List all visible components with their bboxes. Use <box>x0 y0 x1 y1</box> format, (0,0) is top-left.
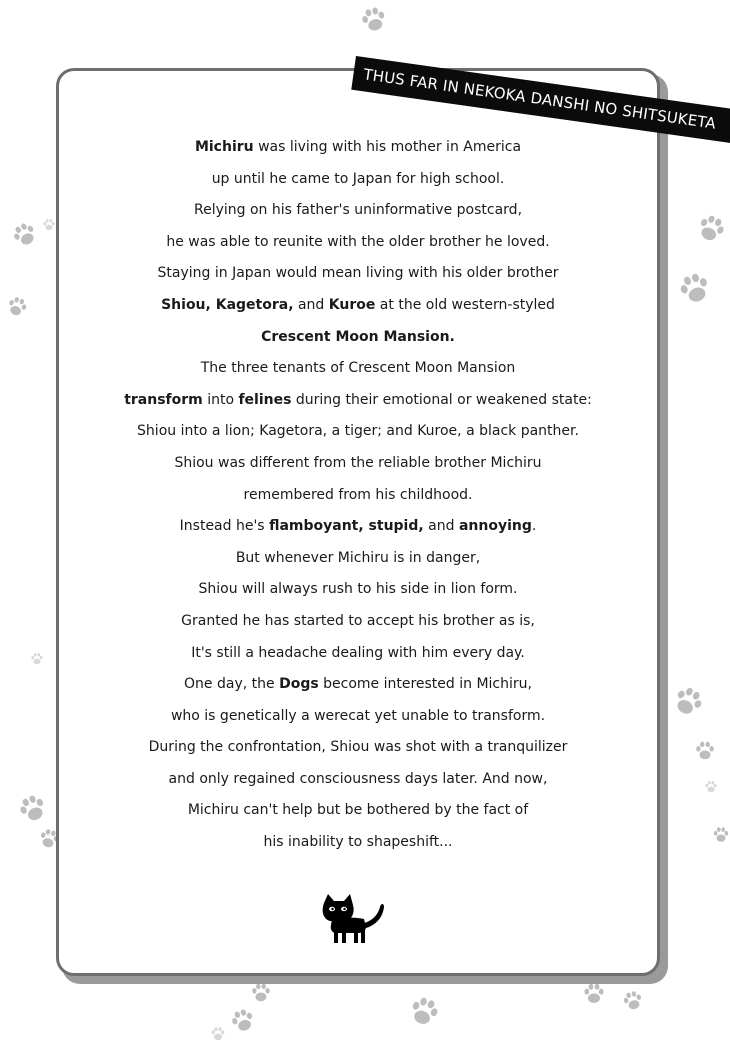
summary-text: Instead he's <box>179 518 270 535</box>
summary-text: and <box>423 518 459 535</box>
summary-line <box>56 258 660 290</box>
highlighted-text: transform <box>124 391 203 408</box>
paw-print-icon <box>666 680 710 724</box>
summary-text: Relying on his father's uninformative postcard, <box>193 202 523 219</box>
highlighted-text: felines <box>238 391 292 408</box>
summary-text: and only regained consciousness days later. And now, <box>168 770 548 787</box>
summary-text: During the confrontation, Shiou was shot with a tranquilizer <box>148 739 568 756</box>
highlighted-text: annoying <box>458 518 532 535</box>
paw-print-icon <box>712 822 730 848</box>
paw-print-icon <box>250 982 272 1004</box>
summary-line <box>56 416 660 448</box>
paw-print-icon <box>704 780 718 794</box>
summary-text: remembered from his childhood. <box>243 486 473 503</box>
highlighted-text: flamboyant, stupid, <box>269 518 424 535</box>
highlighted-text: Shiou, Kagetora, <box>161 296 294 313</box>
summary-text: Shiou was different from the reliable brother Michiru <box>174 454 542 471</box>
summary-line <box>56 132 660 164</box>
summary-line <box>56 322 660 354</box>
highlighted-text: Crescent Moon Mansion. <box>261 328 455 345</box>
summary-text: become interested in Michiru, <box>318 676 532 693</box>
summary-text: Staying in Japan would mean living with his older brother <box>157 265 559 282</box>
summary-line <box>56 732 660 764</box>
summary-text: Shiou into a lion; Kagetora, a tiger; and Kuroe, a black panther. <box>137 423 579 440</box>
banner-title: THUS FAR IN NEKOKA DANSHI NO SHITSUKETA <box>362 65 718 133</box>
summary-text: The three tenants of Crescent Moon Mansion <box>200 360 516 377</box>
highlighted-text: Dogs <box>279 676 319 693</box>
summary-line <box>56 385 660 417</box>
summary-line <box>56 448 660 480</box>
summary-text: during their emotional or weakened state: <box>291 391 592 408</box>
paw-print-icon <box>691 209 730 249</box>
highlighted-text: Kuroe <box>328 296 376 313</box>
paw-print-icon <box>357 3 391 37</box>
summary-line <box>56 511 660 543</box>
paw-print-icon <box>13 789 53 829</box>
summary-line <box>56 638 660 670</box>
paw-print-icon <box>620 988 647 1015</box>
summary-text: It's still a headache dealing with him every day. <box>191 644 525 661</box>
summary-text: Shiou will always rush to his side in lion form. <box>198 581 518 598</box>
summary-line <box>56 290 660 322</box>
summary-text: who is genetically a werecat yet unable to transform. <box>170 707 546 724</box>
summary-text: he was able to reunite with the older brother he loved. <box>166 233 550 250</box>
summary-text: One day, the <box>184 676 280 693</box>
paw-print-icon <box>42 218 56 232</box>
summary-line <box>56 827 660 859</box>
summary-line <box>56 353 660 385</box>
summary-text: up until he came to Japan for high school. <box>211 170 505 187</box>
summary-line <box>56 543 660 575</box>
summary-text: at the old western-styled <box>375 296 555 313</box>
summary-line <box>56 606 660 638</box>
summary-line <box>56 480 660 512</box>
paw-print-icon <box>694 740 716 762</box>
paw-print-icon <box>30 652 44 666</box>
summary-text: . <box>531 518 537 535</box>
summary-line <box>56 195 660 227</box>
summary-text: and <box>293 296 329 313</box>
highlighted-text: Michiru <box>194 139 254 155</box>
summary-line <box>56 164 660 196</box>
paw-print-icon <box>582 982 606 1006</box>
summary-line <box>56 764 660 796</box>
summary-text: Granted he has started to accept his brother as is, <box>181 612 535 629</box>
paw-print-icon <box>673 267 717 311</box>
paw-print-icon <box>226 1004 259 1037</box>
paw-print-icon <box>210 1026 226 1042</box>
summary-line <box>56 669 660 701</box>
paw-print-icon <box>7 217 43 253</box>
summary-text: into <box>202 391 239 408</box>
story-summary <box>56 132 660 859</box>
summary-text: Michiru can't help but be bothered by the fact of <box>187 802 529 819</box>
summary-text: But whenever Michiru is in danger, <box>235 549 481 566</box>
black-cat-icon <box>318 893 388 945</box>
summary-line <box>56 701 660 733</box>
summary-line <box>56 795 660 827</box>
summary-text: was living with his mother in America <box>253 139 522 155</box>
summary-text: his inability to shapeshift... <box>263 834 453 851</box>
paw-print-icon <box>403 991 444 1032</box>
summary-line <box>56 227 660 259</box>
paw-print-icon <box>3 293 31 321</box>
summary-line <box>56 574 660 606</box>
